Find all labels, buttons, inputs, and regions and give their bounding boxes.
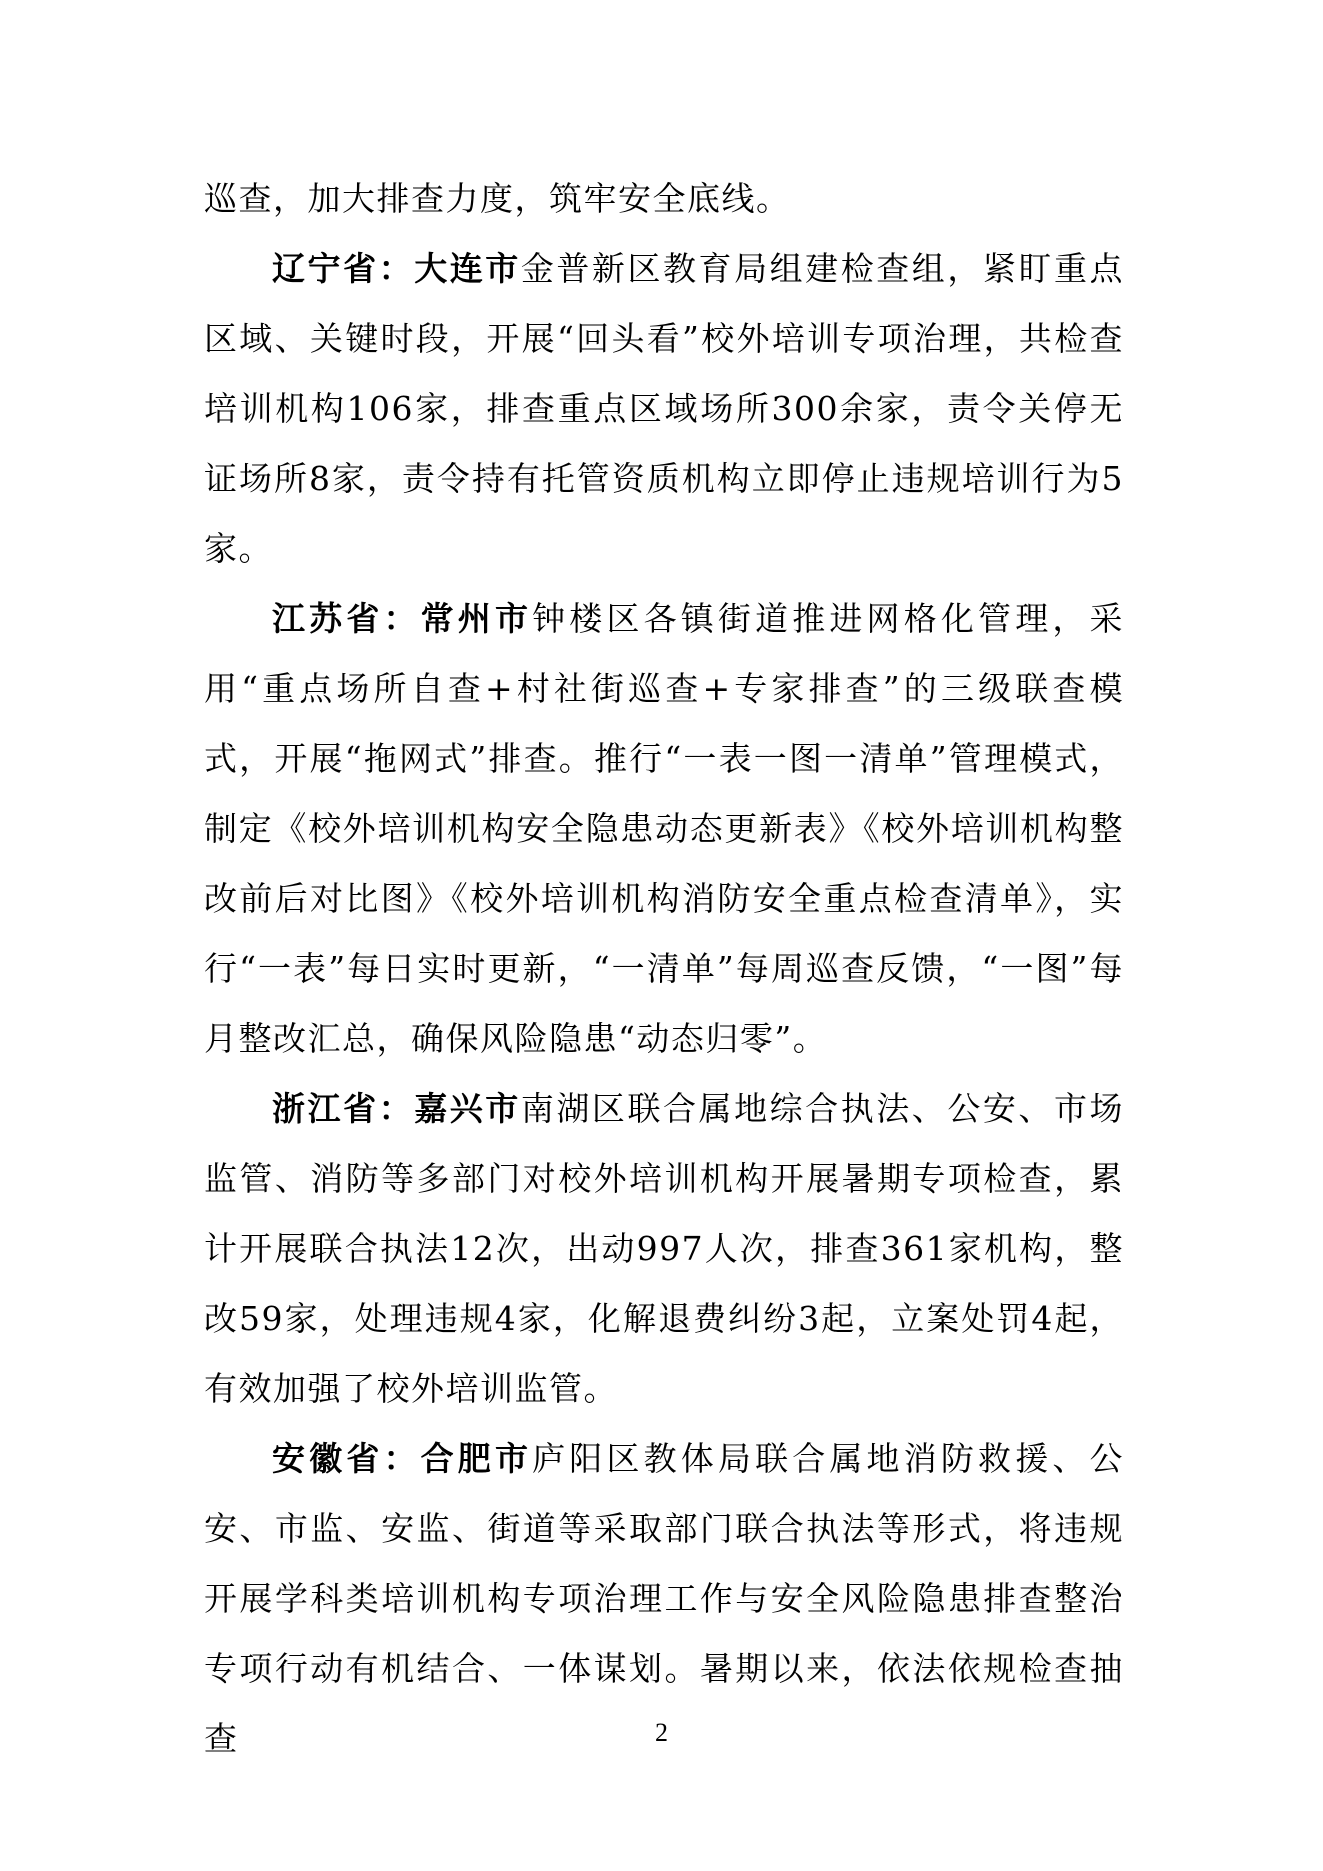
paragraph-text: 钟楼区各镇街道推进网格化管理，采用“重点场所自查+村社街巡查+专家排查”的三级联查模式，开展“拖网式”排查。推行“一表一图一清单”管理模式，制定《校外培训机构安全隐患动态更新表》《校外培训机构整改前后对比图》《校外培训机构消防安全重点检查清单》，实行“一表”每日实时更新，“一清单”每周巡查反馈，“一图”每月整改汇总，确保风险隐患“动态归零”。 xyxy=(204,599,1125,1058)
paragraph-text: 金普新区教育局组建检查组，紧盯重点区域、关键时段，开展“回头看”校外培训专项治理，共检查培训机构106家，排查重点区域场所300余家，责令关停无证场所8家，责令持有托管资质机构立即停止违规培训行为5家。 xyxy=(204,249,1125,568)
paragraph-text: 庐阳区教体局联合属地消防救援、公安、市监、安监、街道等采取部门联合执法等形式，将违规开展学科类培训机构专项治理工作与安全风险隐患排查整治专项行动有机结合、一体谋划。暑期以来，依法依规检查抽查 xyxy=(204,1439,1125,1758)
paragraph-jiangsu xyxy=(204,584,1124,1074)
paragraph-continuation xyxy=(204,164,1124,234)
city-label: 大连市 xyxy=(414,249,521,288)
city-label: 合肥市 xyxy=(420,1439,533,1478)
document-body xyxy=(204,164,1124,1774)
province-label: 安徽省： xyxy=(272,1439,421,1478)
province-label: 浙江省： xyxy=(272,1089,415,1128)
paragraph-text: 南湖区联合属地综合执法、公安、市场监管、消防等多部门对校外培训机构开展暑期专项检查，累计开展联合执法12次，出动997人次，排查361家机构，整改59家，处理违规4家，化解退费纠纷3起，立案处罚4起，有效加强了校外培训监管。 xyxy=(204,1089,1125,1408)
province-label: 辽宁省： xyxy=(272,249,415,288)
paragraph-liaoning xyxy=(204,234,1124,584)
page-number: 2 xyxy=(655,1718,668,1747)
paragraph-zhejiang xyxy=(204,1074,1124,1424)
paragraph-text: 巡查，加大排查力度，筑牢安全底线。 xyxy=(204,179,791,218)
city-label: 常州市 xyxy=(420,599,533,638)
province-label: 江苏省： xyxy=(272,599,421,638)
city-label: 嘉兴市 xyxy=(414,1089,521,1128)
